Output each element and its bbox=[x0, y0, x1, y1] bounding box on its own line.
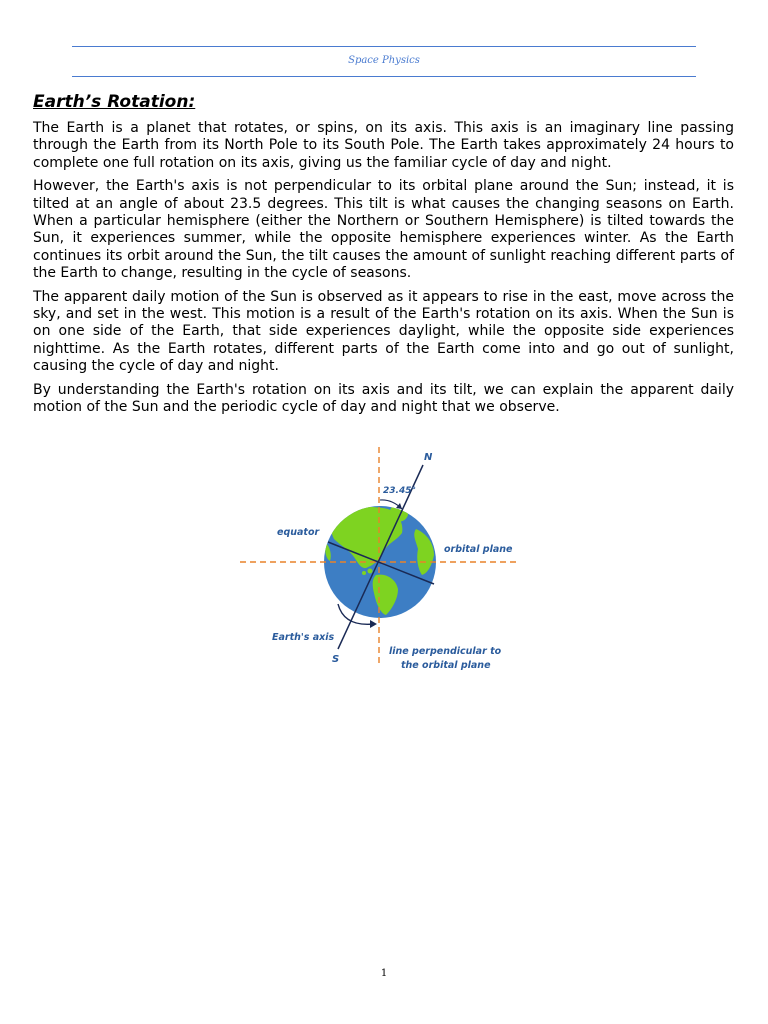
earth-axis-label: Earth's axis bbox=[272, 632, 335, 643]
equator-label: equator bbox=[277, 527, 320, 538]
header-rule-top bbox=[72, 46, 696, 47]
paragraph-3: The apparent daily motion of the Sun is observed as it appears to rise in the east, move across the sky, and set in the west. This motion is a result of the Earth's rotation on its axis. When the Sun is on one side of the Earth, that side experiences daylight, while the opposite side experiences nighttime. As the Earth rotates, different parts of the Earth come into and go out of sunlight, causing the cycle of day and night. bbox=[33, 288, 734, 375]
paragraph-1: The Earth is a planet that rotates, or spins, on its axis. This axis is an imaginary line passing through the Earth from its North Pole to its South Pole. The Earth takes approximately 24 hours to complete one full rotation on its axis, giving us the familiar cycle of day and night. bbox=[33, 120, 734, 171]
paragraph-2: However, the Earth's axis is not perpendicular to its orbital plane around the Sun; instead, it is tilted at an angle of about 23.5 degrees. This tilt is what causes the changing seasons on Earth. When a particular hemisphere (either the Northern or Southern Hemisphere) is tilted towards the Sun, it experiences summer, while the opposite hemisphere experiences winter. As the Earth continues its orbit around the Sun, the tilt causes the amount of sunlight reaching different parts of the Earth to change, resulting in the cycle of seasons. bbox=[33, 178, 734, 282]
rotation-arrowhead-icon bbox=[370, 620, 377, 628]
perpendicular-label-line2: the orbital plane bbox=[401, 660, 491, 671]
angle-arrowhead-icon bbox=[396, 503, 402, 509]
north-label: N bbox=[424, 452, 433, 463]
running-header: Space Physics bbox=[348, 55, 420, 66]
section-title: Earth’s Rotation: bbox=[33, 92, 196, 112]
body-text bbox=[33, 120, 734, 423]
orbital-plane-label: orbital plane bbox=[444, 544, 513, 555]
south-label: S bbox=[332, 654, 340, 665]
paragraph-4: By understanding the Earth's rotation on its axis and its tilt, we can explain the apparent daily motion of the Sun and the periodic cycle of day and night that we observe. bbox=[33, 381, 734, 416]
angle-label: 23.45° bbox=[383, 486, 416, 496]
earth-tilt-diagram bbox=[236, 443, 526, 675]
header-rule-bottom bbox=[72, 76, 696, 77]
page-number: 1 bbox=[380, 968, 388, 979]
earth-tilt-svg bbox=[236, 443, 526, 675]
perpendicular-label-line1: line perpendicular to bbox=[389, 646, 502, 657]
